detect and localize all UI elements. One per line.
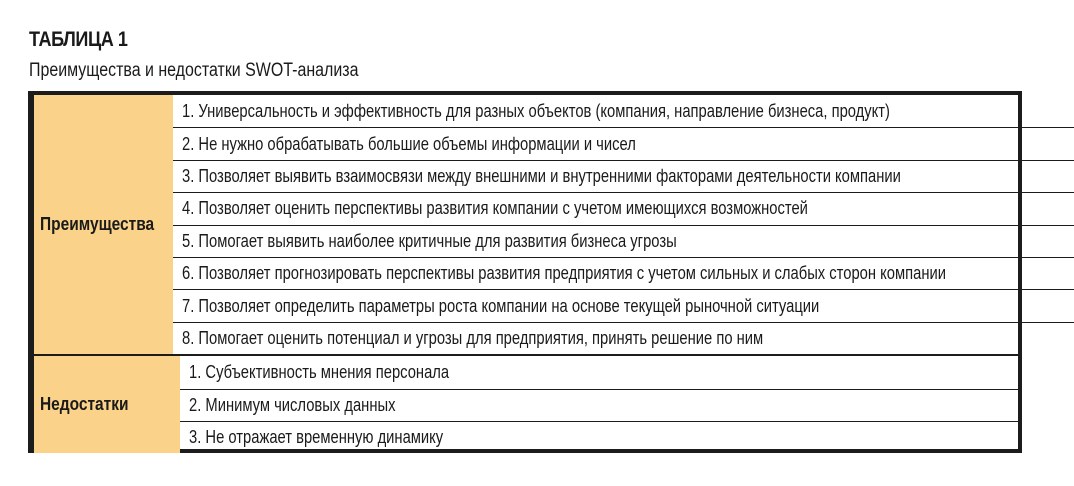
- group-advantages: [34, 95, 1018, 354]
- list-item: [173, 257, 1074, 289]
- item-text: 8. Помогает оценить потенциал и угрозы для предприятия, принять решение по ним: [181, 327, 763, 348]
- list-item: [180, 389, 1018, 421]
- list-item: [173, 322, 1074, 354]
- group-label-advantages: [34, 95, 173, 354]
- list-item: [173, 127, 1074, 159]
- group-disadvantages: [34, 354, 1018, 453]
- list-item: [173, 95, 1074, 127]
- item-text: 3. Позволяет выявить взаимосвязи между внешними и внутренними факторами деятельности компании: [181, 165, 901, 186]
- group-label-disadvantages: [34, 356, 180, 453]
- list-item: [173, 225, 1074, 257]
- table-title: ТАБЛИЦА 1: [29, 28, 128, 51]
- item-text: 7. Позволяет определить параметры роста компании на основе текущей рыночной ситуации: [181, 295, 820, 316]
- item-text: 1. Универсальность и эффективность для разных объектов (компания, направление бизнеса, продукт): [181, 100, 890, 121]
- item-text: 3. Не отражает временную динамику: [189, 427, 444, 448]
- list-item: [180, 421, 1018, 453]
- group-label-text: Недостатки: [40, 394, 129, 415]
- disadvantages-list: [180, 356, 1018, 453]
- group-label-text: Преимущества: [40, 214, 155, 235]
- swot-table: [28, 91, 1022, 453]
- item-text: 2. Минимум числовых данных: [189, 394, 396, 415]
- item-text: 4. Позволяет оценить перспективы развития компании с учетом имеющихся возможностей: [181, 198, 808, 219]
- list-item: [180, 356, 1018, 388]
- list-item: [173, 192, 1074, 224]
- list-item: [173, 289, 1074, 321]
- item-text: 6. Позволяет прогнозировать перспективы развития предприятия с учетом сильных и слабых сторон компании: [181, 263, 946, 284]
- advantages-list: [173, 95, 1074, 354]
- item-text: 2. Не нужно обрабатывать большие объемы информации и чисел: [181, 133, 636, 154]
- item-text: 1. Субъективность мнения персонала: [189, 361, 450, 382]
- item-text: 5. Помогает выявить наиболее критичные для развития бизнеса угрозы: [181, 230, 677, 251]
- table-subtitle: Преимущества и недостатки SWOT-анализа: [29, 60, 359, 81]
- list-item: [173, 160, 1074, 192]
